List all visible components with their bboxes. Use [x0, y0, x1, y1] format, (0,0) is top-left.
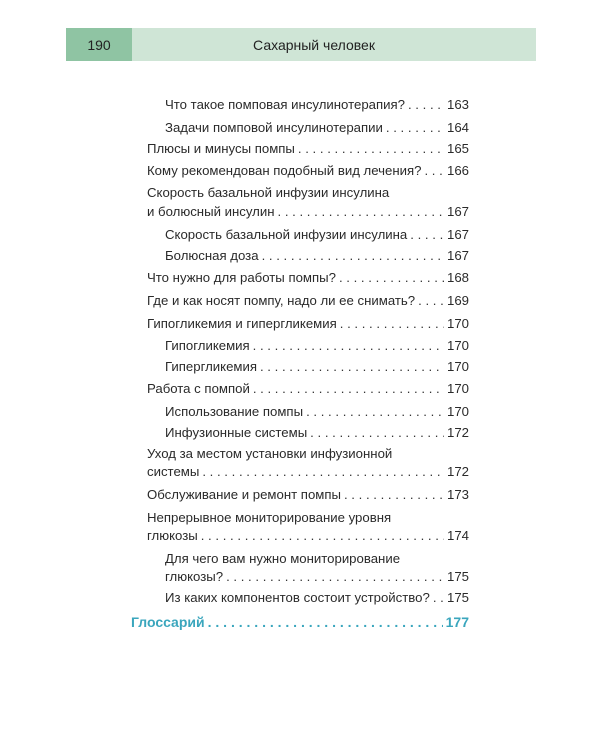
leader-dots: [415, 292, 444, 309]
toc-entry-page: 170: [446, 316, 469, 331]
toc-entry[interactable]: [165, 589, 469, 606]
toc-entry-title: Инфузионные системы: [165, 425, 308, 440]
toc-entry[interactable]: [147, 203, 469, 220]
toc-entry-page: 172: [446, 425, 469, 440]
toc-entry-title: Болюсная доза: [165, 248, 259, 263]
toc-entry-page: 170: [446, 359, 469, 374]
toc-entry[interactable]: [147, 269, 469, 286]
toc-entry-title: Гипергликемия: [165, 359, 257, 374]
toc-entry[interactable]: [165, 247, 469, 264]
leader-dots: [336, 269, 444, 286]
leader-dots: [259, 247, 444, 264]
toc-entry-page: 164: [446, 120, 469, 135]
toc-entry[interactable]: [165, 568, 469, 585]
toc-entry[interactable]: [165, 337, 469, 354]
toc-entry-page: 175: [446, 590, 469, 605]
toc-entry-title: Где и как носят помпу, надо ли ее снимать?: [147, 293, 416, 308]
toc-entry-page: 167: [446, 248, 469, 263]
toc-entry-title: Кому рекомендован подобный вид лечения?: [147, 163, 422, 178]
toc-entry-title: Работа с помпой: [147, 381, 250, 396]
toc-entry-page: 174: [446, 528, 469, 543]
toc-entry-page: 177: [445, 614, 469, 630]
leader-dots: [307, 424, 444, 441]
toc-entry-title: Из каких компонентов состоит устройство?: [165, 590, 430, 605]
toc-entry-page: 163: [446, 97, 469, 112]
toc-entry[interactable]: [165, 96, 469, 113]
toc-entry[interactable]: [147, 463, 469, 480]
toc-entry-title: Глоссарий: [131, 614, 205, 630]
leader-dots: [257, 358, 444, 375]
toc-entry-page: 167: [446, 227, 469, 242]
leader-dots: [430, 589, 444, 606]
leader-dots: [250, 337, 444, 354]
toc-entry-title: Что нужно для работы помпы?: [147, 270, 336, 285]
toc-entry-title-line1: Для чего вам нужно мониторирование: [165, 551, 401, 566]
leader-dots: [250, 380, 444, 397]
toc-entry-title: Плюсы и минусы помпы: [147, 141, 295, 156]
leader-dots: [295, 140, 444, 157]
toc-entry-page: 172: [446, 464, 469, 479]
leader-dots: [303, 403, 444, 420]
toc-entry-title: Что такое помповая инсулинотерапия?: [165, 97, 405, 112]
toc-entry-title-line1: Уход за местом установки инфузионной: [147, 446, 393, 461]
leader-dots: [198, 527, 444, 544]
toc-entry[interactable]: [147, 162, 469, 179]
toc-entry[interactable]: [165, 119, 469, 136]
toc-entry[interactable]: [147, 140, 469, 157]
toc-entry-title-line1: Непрерывное мониторирование уровня: [147, 510, 392, 525]
toc-entry-page: 170: [446, 338, 469, 353]
toc-entry-title: Задачи помповой инсулинотерапии: [165, 120, 383, 135]
toc-entry[interactable]: [165, 226, 469, 243]
toc-entry[interactable]: [165, 403, 469, 420]
toc-entry-glossary[interactable]: [131, 614, 469, 631]
leader-dots: [223, 568, 444, 585]
toc-entry-page: 165: [446, 141, 469, 156]
toc-entry[interactable]: [165, 358, 469, 375]
toc-entry-page: 170: [446, 381, 469, 396]
leader-dots: [205, 614, 443, 631]
toc-entry[interactable]: [147, 315, 469, 332]
toc-entry-page: 173: [446, 487, 469, 502]
toc-entry[interactable]: [147, 292, 469, 309]
toc-entry-page: 175: [446, 569, 469, 584]
toc-entry-title: глюкозы: [147, 528, 198, 543]
toc-entry-page: 167: [446, 204, 469, 219]
toc-entry-title: Скорость базальной инфузии инсулина: [165, 227, 408, 242]
toc-entry-title: Обслуживание и ремонт помпы: [147, 487, 341, 502]
leader-dots: [421, 162, 444, 179]
toc-entry-title: Гипогликемия: [165, 338, 250, 353]
toc-entry-title: Использование помпы: [165, 404, 304, 419]
leader-dots: [275, 203, 444, 220]
page-number: 190: [66, 28, 132, 61]
toc-entry-title: системы: [147, 464, 200, 479]
toc-entry[interactable]: [147, 527, 469, 544]
toc-entry-title: Гипогликемия и гипергликемия: [147, 316, 337, 331]
toc-entry[interactable]: [147, 486, 469, 503]
leader-dots: [337, 315, 444, 332]
leader-dots: [405, 96, 444, 113]
toc-entry[interactable]: [165, 424, 469, 441]
toc-entry-title-line1: Скорость базальной инфузии инсулина: [147, 185, 390, 200]
toc-entry-page: 170: [446, 404, 469, 419]
toc-entry-title: и болюсный инсулин: [147, 204, 275, 219]
toc-entry-page: 166: [446, 163, 469, 178]
toc-entry[interactable]: [147, 380, 469, 397]
toc-entry-page: 169: [446, 293, 469, 308]
leader-dots: [341, 486, 444, 503]
leader-dots: [383, 119, 444, 136]
toc-entry-title: глюкозы?: [165, 569, 224, 584]
leader-dots: [407, 226, 444, 243]
running-title: Сахарный человек: [132, 28, 536, 61]
toc-entry-page: 168: [446, 270, 469, 285]
leader-dots: [199, 463, 444, 480]
